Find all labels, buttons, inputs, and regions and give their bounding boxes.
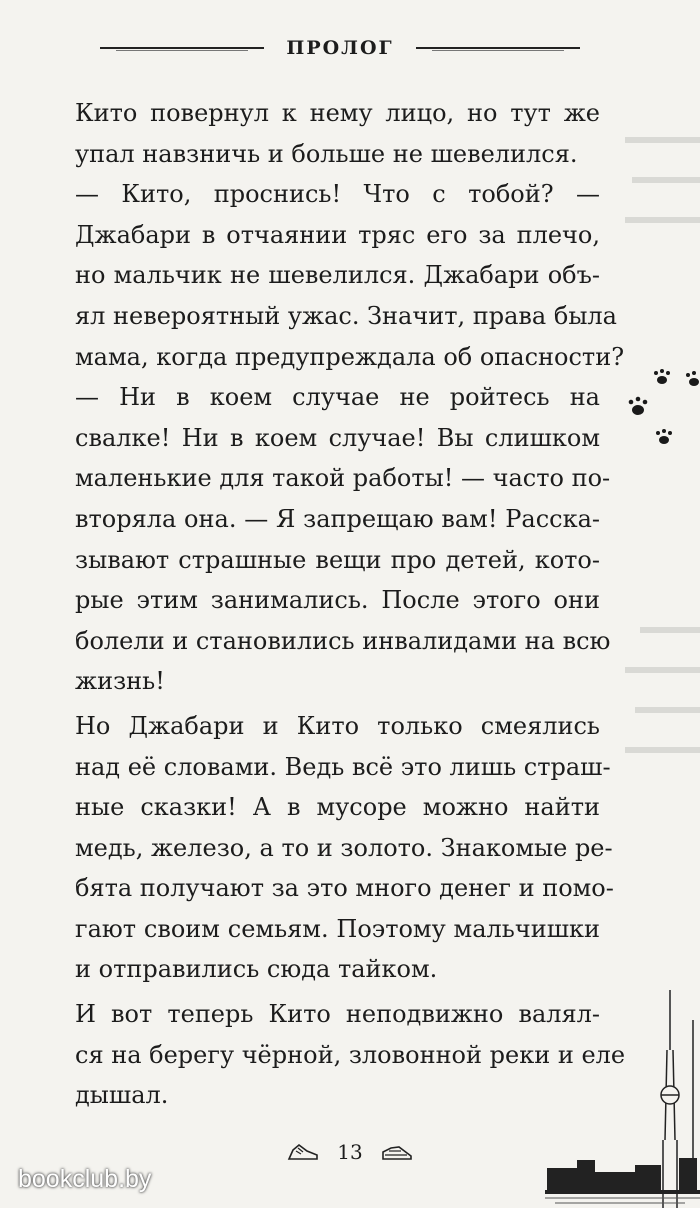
text-line: — Кито, проснись! Что с тобой? — [75,180,600,209]
text-line: жизнь! [75,667,165,696]
paw-prints-icon [620,368,700,448]
text-line: мама, когда предупреждала об опасности? [75,342,625,371]
header-rule-right [416,47,580,49]
text-line: — Ни в коем случае не ройтесь на [75,383,600,412]
chapter-title: ПРОЛОГ [286,37,394,59]
text-line: упал навзничь и больше не шевелился. [75,139,578,168]
text-line: Но Джабари и Кито только смеялись [75,711,600,740]
text-line: свалке! Ни в коем случае! Вы слишком [75,423,600,452]
text-line: рые этим занимались. После этого они [75,586,600,615]
text-line: вторяла она. — Я запрещаю вам! Расска- [75,504,600,533]
text-line: зывают страшные вещи про детей, кото- [75,545,600,574]
show-through-text [620,110,700,810]
text-line: Джабари в отчаянии тряс его за плечо, [75,220,600,249]
text-line: маленькие для такой работы! — часто по- [75,464,611,493]
text-line: И вот теперь Кито неподвижно валял- [75,1000,600,1029]
text-line: но мальчик не шевелился. Джабари объ- [75,261,600,290]
text-line: дышал. [75,1081,169,1110]
body-text [75,93,626,1116]
text-line: над её словами. Ведь всё это лишь страш- [75,752,611,781]
text-line: ял невероятный ужас. Значит, права была [75,301,617,330]
text-line: ные сказки! А в мусоре можно найти [75,793,600,822]
watermark: bookclub.by [18,1165,152,1193]
text-line: Кито повернул к нему лицо, но тут же [75,99,600,127]
text-line: болели и становились инвалидами на всю [75,626,611,655]
text-line: гают своим семьям. Поэтому мальчишки [75,914,600,943]
text-line: и отправились сюда тайком. [75,955,438,984]
chapter-header [100,30,580,66]
page-number: 13 [337,1140,363,1164]
header-rule-left [100,47,264,49]
sneaker-icon [287,1142,319,1162]
shoe-icon [381,1142,413,1162]
city-skyline-illustration [545,990,700,1208]
text-line: бята получают за это много денег и помо- [75,874,614,903]
text-line: медь, железо, а то и золото. Знакомые ре- [75,833,613,862]
text-line: ся на берегу чёрной, зловонной реки и еле [75,1040,626,1069]
